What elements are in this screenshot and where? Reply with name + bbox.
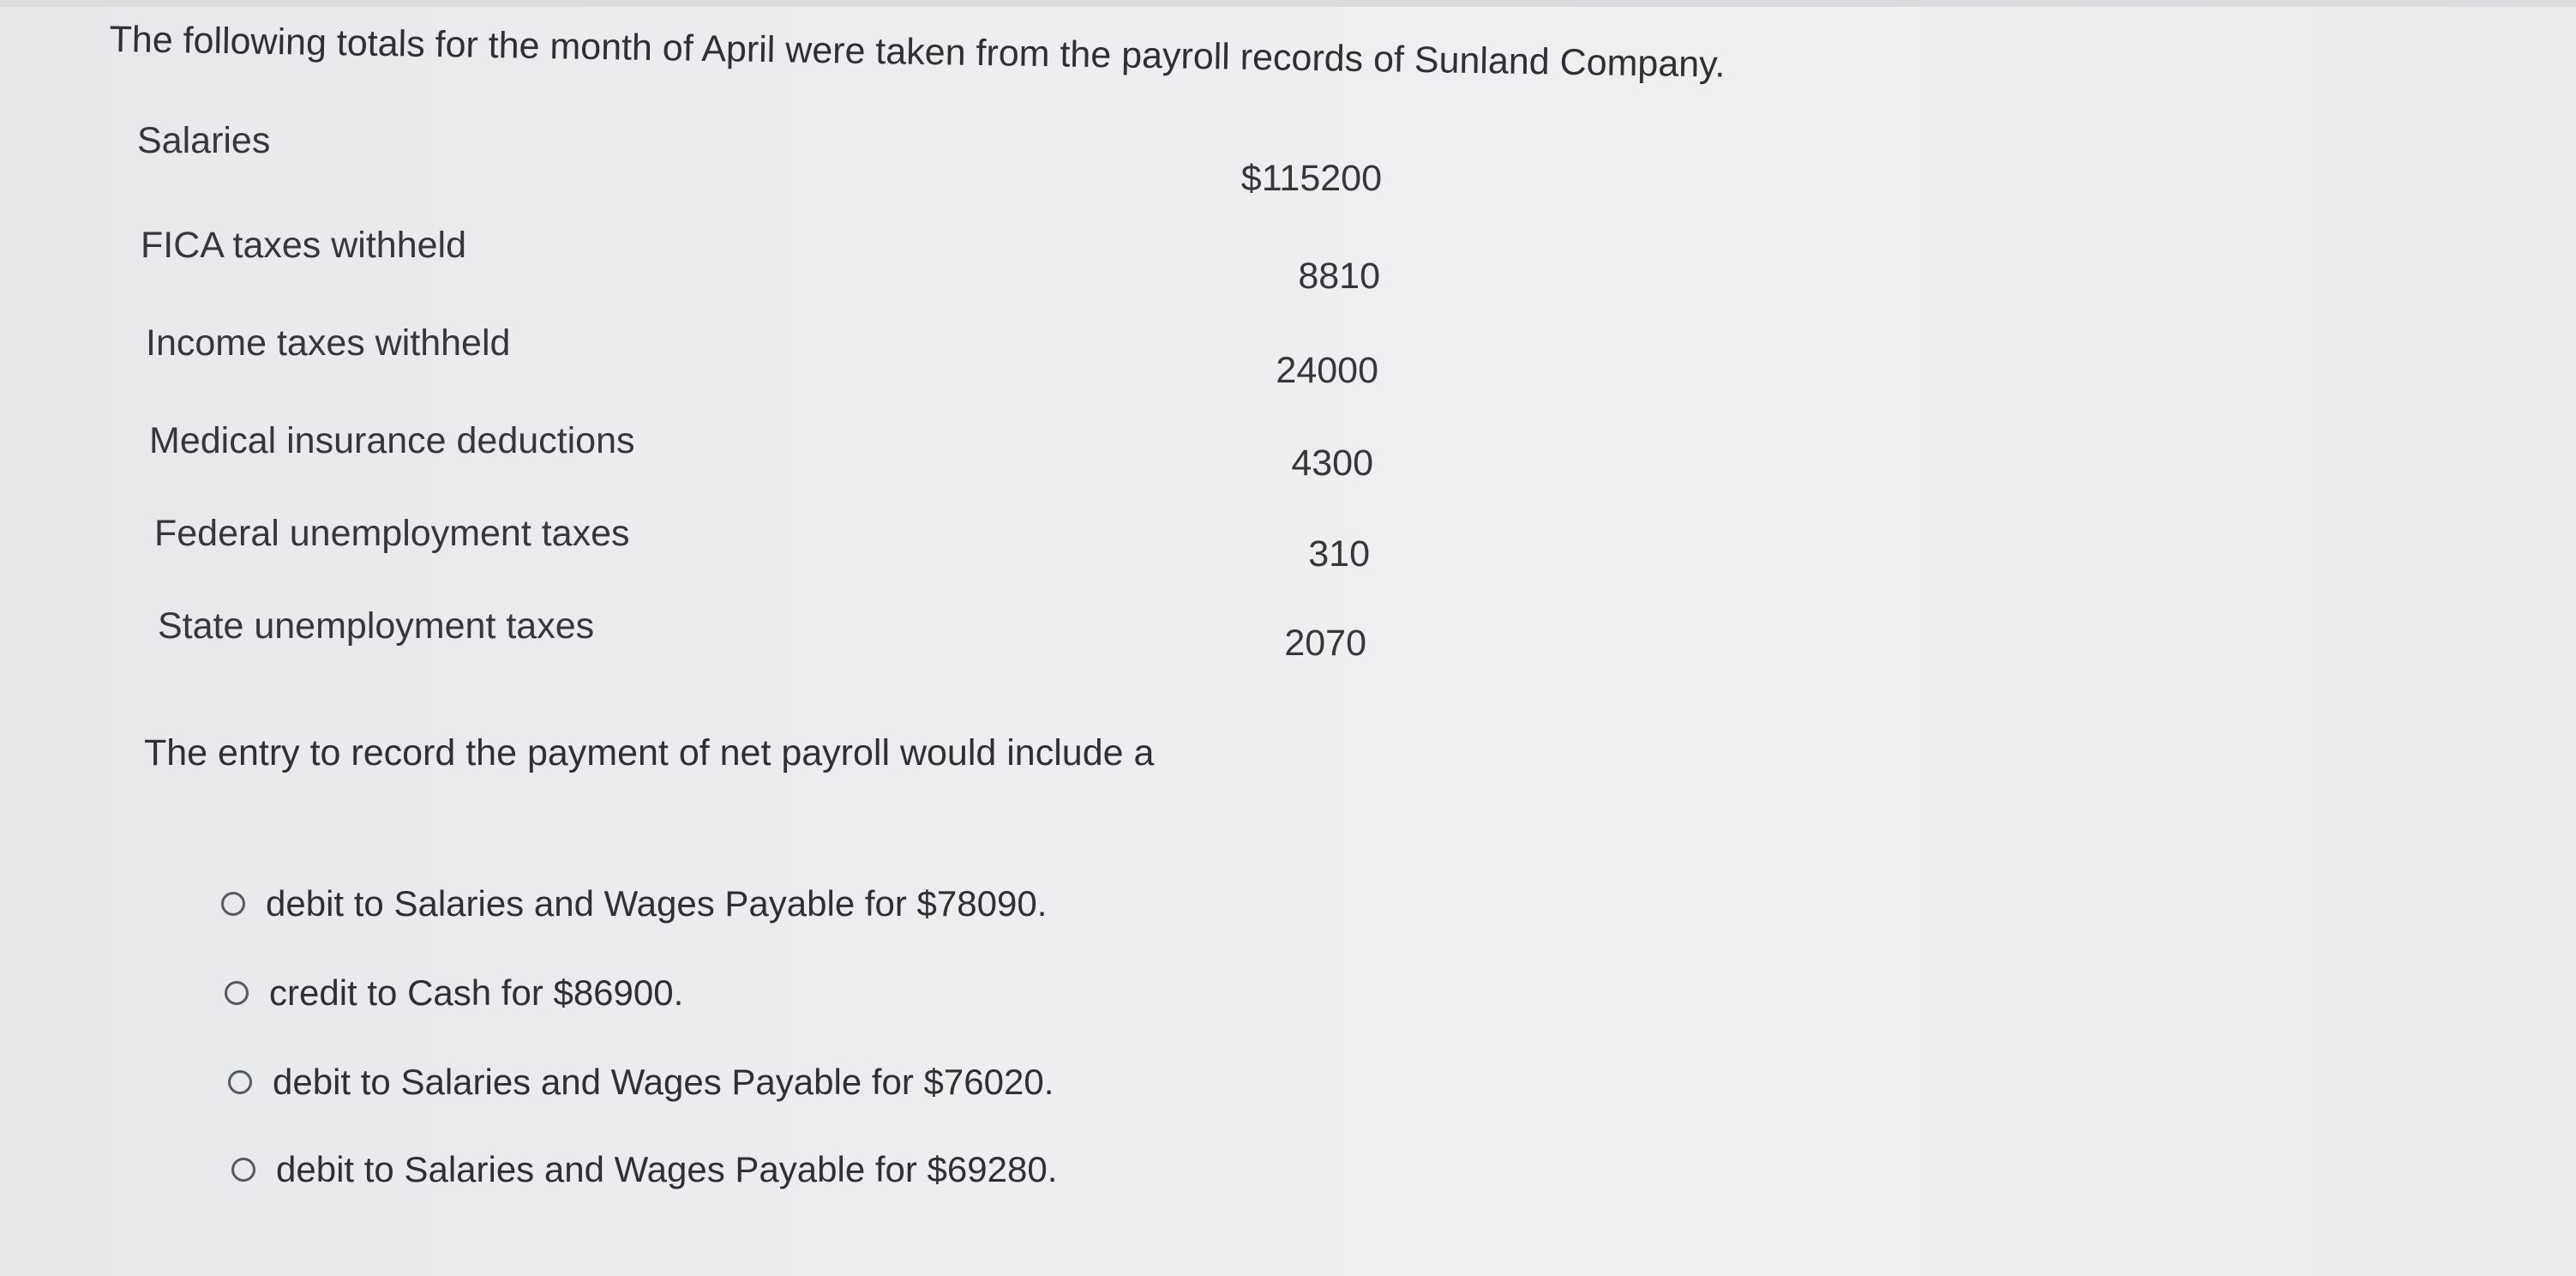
payroll-value-state-unemployment: 2070: [1284, 623, 1366, 664]
radio-button-icon[interactable]: [225, 981, 249, 1005]
answer-option-2[interactable]: [225, 972, 683, 1014]
answer-option-label: debit to Salaries and Wages Payable for $69280.: [276, 1149, 1058, 1189]
payroll-label-federal-unemployment: Federal unemployment taxes: [154, 513, 630, 554]
panel-top-edge: [0, 0, 2576, 7]
payroll-label-fica: FICA taxes withheld: [141, 225, 467, 266]
question-text: The following totals for the month of April were taken from the payroll records of Sunland Company.: [109, 19, 1726, 86]
payroll-label-salaries: Salaries: [137, 120, 271, 161]
answer-option-1[interactable]: [221, 883, 1047, 924]
question-prompt: The entry to record the payment of net payroll would include a: [144, 732, 1155, 773]
payroll-value-income-tax: 24000: [1276, 350, 1378, 391]
payroll-value-medical: 4300: [1291, 442, 1373, 484]
answer-option-3[interactable]: [228, 1062, 1054, 1103]
payroll-value-federal-unemployment: 310: [1308, 533, 1370, 575]
radio-button-icon[interactable]: [221, 892, 245, 916]
answer-option-label: credit to Cash for $86900.: [269, 972, 684, 1013]
radio-button-icon[interactable]: [231, 1158, 255, 1182]
answer-option-label: debit to Salaries and Wages Payable for $76020.: [273, 1062, 1054, 1102]
answer-option-4[interactable]: [231, 1149, 1057, 1190]
payroll-label-medical: Medical insurance deductions: [149, 420, 635, 461]
answer-option-label: debit to Salaries and Wages Payable for $78090.: [266, 883, 1048, 924]
payroll-label-state-unemployment: State unemployment taxes: [158, 605, 595, 647]
radio-button-icon[interactable]: [228, 1070, 252, 1094]
payroll-value-salaries: $115200: [1240, 158, 1382, 199]
payroll-label-income-tax: Income taxes withheld: [146, 322, 511, 364]
payroll-value-fica: 8810: [1298, 256, 1380, 297]
